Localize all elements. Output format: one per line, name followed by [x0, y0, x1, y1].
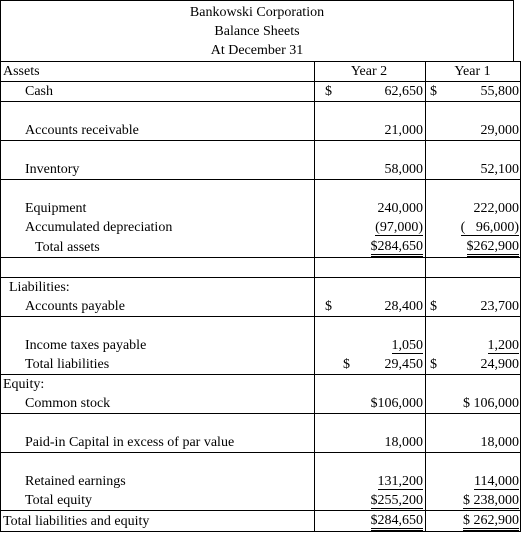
spacer-row [1, 317, 521, 337]
ap-year2: 28,400 [384, 299, 423, 314]
common-stock-year2: $106,000 [315, 394, 426, 414]
spacer-row [1, 414, 521, 434]
accdep-year2: (97,000) [375, 220, 423, 235]
statement-title: Balance Sheets [214, 24, 300, 39]
equipment-year2: 240,000 [315, 199, 426, 218]
table-row [1, 82, 521, 102]
row-label-accounts-payable: Accounts payable [1, 297, 315, 317]
table-row [1, 297, 521, 317]
ar-year2: 21,000 [315, 121, 426, 141]
table-row [1, 394, 521, 414]
total-assets-year2: $284,650 [371, 239, 424, 257]
row-label-total-equity: Total equity [1, 491, 315, 511]
inventory-year1: 52,100 [426, 160, 521, 180]
table-row [1, 160, 521, 180]
spacer-row [1, 141, 521, 161]
common-stock-year1: $ 106,000 [426, 394, 521, 414]
spacer-row [1, 453, 521, 473]
balance-sheet-table [0, 61, 521, 532]
table-row [1, 472, 521, 491]
total-le-year1: $ 262,900 [463, 513, 519, 531]
table-row [1, 336, 521, 355]
accdep-year1: 96,000) [475, 220, 519, 235]
inventory-year2: 58,000 [315, 160, 426, 180]
row-label-inventory: Inventory [1, 160, 315, 180]
re-year2: 131,200 [377, 474, 423, 489]
total-le-year2: $284,650 [371, 513, 424, 531]
row-label-paid-in-capital: Paid-in Capital in excess of par value [1, 433, 315, 453]
row-label-income-taxes-payable: Income taxes payable [1, 336, 315, 355]
equity-heading: Equity: [1, 375, 315, 395]
spacer-row [1, 180, 521, 200]
row-label-accumulated-depreciation: Accumulated depreciation [1, 218, 315, 237]
cash-year1: 55,800 [480, 84, 519, 99]
row-label-retained-earnings: Retained earnings [1, 472, 315, 491]
table-row [1, 237, 521, 258]
table-row [1, 278, 521, 298]
table-row [1, 199, 521, 218]
table-row [1, 121, 521, 141]
pic-year2: 18,000 [315, 433, 426, 453]
spacer-row [1, 258, 521, 278]
spacer-row [1, 102, 521, 122]
column-header-row [1, 62, 521, 82]
dollar-sign: $ [325, 299, 332, 314]
year1-header: Year 1 [426, 62, 521, 82]
row-label-total-liabilities-and-equity: Total liabilities and equity [1, 511, 315, 532]
total-liabilities-year1: 24,900 [480, 357, 519, 372]
liabilities-heading: Liabilities: [1, 278, 315, 298]
dollar-sign: $ [430, 299, 437, 314]
row-label-cash: Cash [1, 82, 315, 102]
row-label-equipment: Equipment [1, 199, 315, 218]
statement-date: At December 31 [210, 43, 304, 58]
ap-year1: 23,700 [480, 299, 519, 314]
row-label-accounts-receivable: Accounts receivable [1, 121, 315, 141]
itp-year1: 1,200 [487, 338, 519, 353]
total-liabilities-year2: 29,450 [384, 357, 423, 372]
table-row [1, 511, 521, 532]
itp-year2: 1,050 [391, 338, 423, 353]
total-equity-year1: $ 238,000 [463, 493, 519, 508]
table-row [1, 491, 521, 511]
accdep-open-paren: ( [460, 220, 466, 235]
pic-year1: 18,000 [426, 433, 521, 453]
total-assets-year1: $262,900 [467, 239, 520, 257]
cash-year2: 62,650 [384, 84, 423, 99]
statement-header [0, 0, 514, 61]
row-label-common-stock: Common stock [1, 394, 315, 414]
company-name: Bankowski Corporation [189, 5, 325, 20]
table-row [1, 433, 521, 453]
table-row [1, 218, 521, 237]
assets-heading: Assets [1, 62, 315, 82]
table-row [1, 375, 521, 395]
row-label-total-assets: Total assets [1, 237, 315, 258]
dollar-sign: $ [430, 84, 437, 99]
table-row [1, 355, 521, 375]
re-year1: 114,000 [474, 474, 519, 489]
dollar-sign: $ [343, 357, 350, 372]
dollar-sign: $ [325, 84, 332, 99]
equipment-year1: 222,000 [426, 199, 521, 218]
dollar-sign: $ [430, 357, 437, 372]
year2-header: Year 2 [315, 62, 426, 82]
row-label-total-liabilities: Total liabilities [1, 355, 315, 375]
total-equity-year2: $255,200 [370, 493, 423, 508]
ar-year1: 29,000 [426, 121, 521, 141]
